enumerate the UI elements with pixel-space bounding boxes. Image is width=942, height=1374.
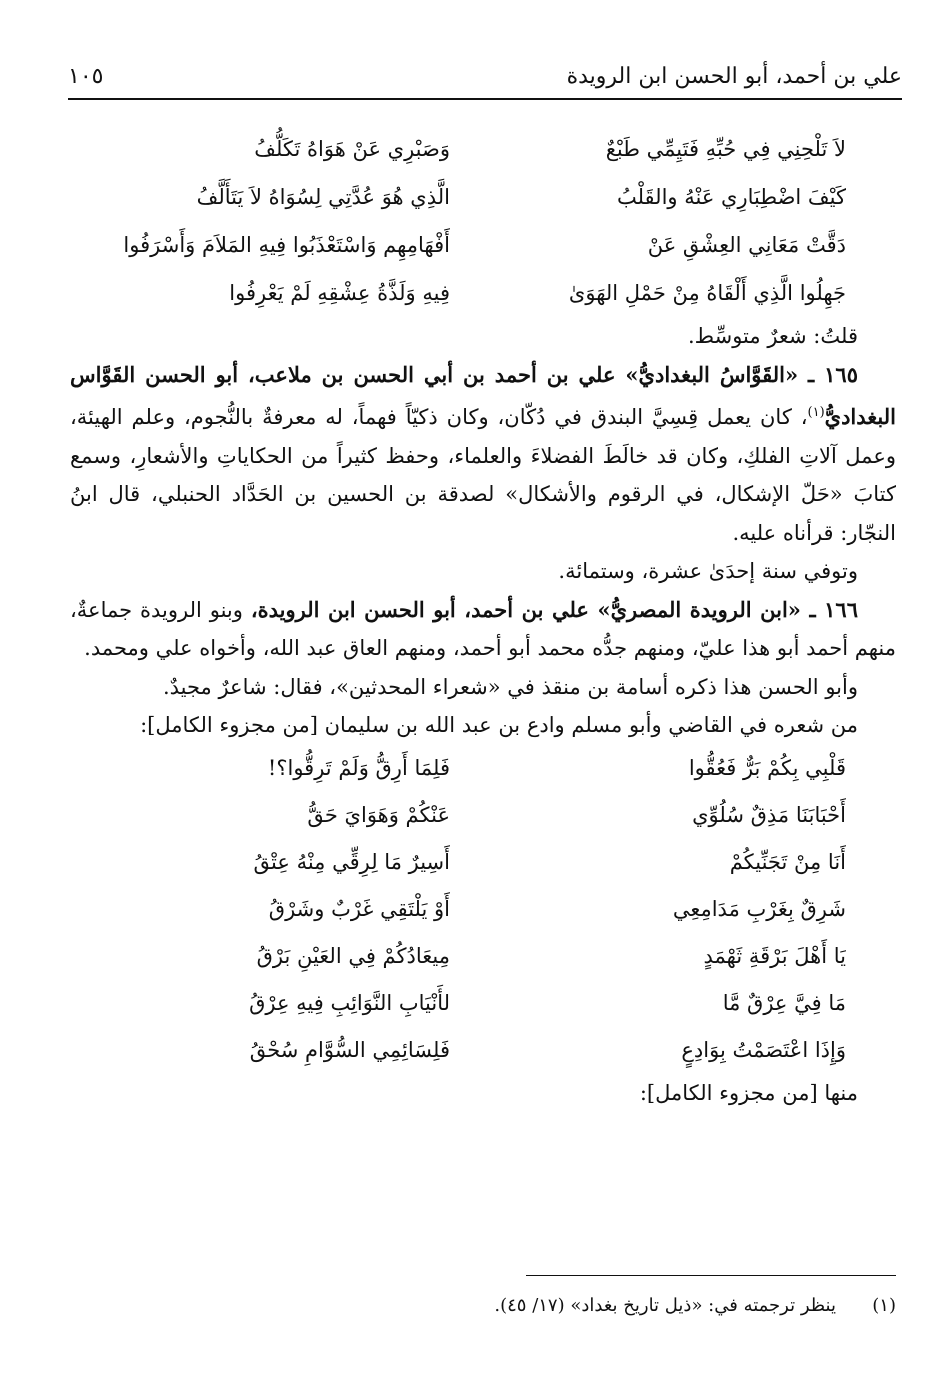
- first-hemistich: كَيْفَ اضْطِبَارِي عَنْهُ والقَلْبُ: [616, 185, 846, 209]
- entry-165: [70, 356, 896, 553]
- first-hemistich: وَإِذَا اعْتَصَمْتُ بِوَادِعٍ: [681, 1037, 846, 1062]
- header-rule: [68, 98, 902, 100]
- first-hemistich: أَنَا مِنْ تَجَنِّيكُمْ: [729, 849, 846, 874]
- first-hemistich: أَحْبَابَنَا مَذِقٌ سُلُوِّي: [692, 802, 846, 827]
- second-hemistich: فِيهِ وَلَذَّةُ عِشْقِهِ لَمْ يَعْرِفُوا: [229, 281, 450, 305]
- footnote-number: (١): [872, 1295, 896, 1316]
- second-hemistich: فَلِمَا أَرِقُّ وَلَمْ تَرِقُّوا؟!: [267, 755, 450, 780]
- second-hemistich: عَنْكُمْ وَهَوَايَ حَقُّ: [307, 802, 450, 827]
- second-hemistich: مِيعَادُكُمْ فِي العَيْنِ بَرْقُ: [256, 943, 450, 968]
- first-hemistich: لاَ تَلْحِنِي فِي حُبِّهِ فَتَيِمِّي طَبْعٌ: [605, 137, 846, 161]
- footnote: [70, 1292, 896, 1320]
- poem-1: [70, 125, 896, 317]
- first-hemistich: جَهِلُوا الَّذِي أَلْقَاهُ مِنْ حَمْلِ الهَوَىٰ: [568, 281, 846, 305]
- verse-line: [70, 886, 896, 933]
- first-hemistich: يَا أَهْلَ بَرْقَةِ ثَهْمَدٍ: [703, 943, 846, 968]
- first-hemistich: شَرِقٌ بِغَرْبِ مَدَامِعِي: [672, 896, 846, 921]
- poem-2: [70, 745, 896, 1074]
- verse-line: [70, 269, 896, 317]
- entry-166: [70, 591, 896, 668]
- second-hemistich: أَوْ يَلْتَقِي غَرْبٌ وشَرْقُ: [268, 896, 450, 921]
- verse-line: [70, 173, 896, 221]
- poem-3-intro: منها [من مجزوء الكامل]:: [639, 1080, 858, 1105]
- second-hemistich: أَفْهَامِهِم وَاسْتَعْذَبُوا فِيهِ المَلاَمَ وَأَسْرَفُوا: [123, 233, 450, 257]
- verse-line: [70, 933, 896, 980]
- second-hemistich: وَصَبْرِي عَنْ هَوَاهُ تَكَلُّفُ: [254, 137, 450, 161]
- footnote-rule: [526, 1275, 896, 1276]
- verse-line: [70, 792, 896, 839]
- entry-166-heading: ١٦٦ ـ «ابن الرويدة المصريُّ» علي بن أحمد، أبو الحسن ابن الرويدة،: [250, 596, 858, 622]
- running-header: [68, 56, 902, 96]
- first-hemistich: دَقَّتْ مَعَانِي العِشْقِ عَنْ: [647, 233, 846, 257]
- verse-line: [70, 980, 896, 1027]
- verse-line: [70, 745, 896, 792]
- entry-165-death: وتوفي سنة إحدَىٰ عشرة، وستمائة.: [558, 559, 858, 583]
- verse-line: [70, 839, 896, 886]
- entry-165-heading: ١٦٥ ـ «القَوَّاسُ البغداديُّ» علي بن أحمد بن أبي الحسن بن ملاعب، أبو الحسن القَوَّاس البغداديُّ: [70, 361, 896, 429]
- running-title: علي بن أحمد، أبو الحسن ابن الرويدة: [566, 63, 902, 89]
- author-note: قلتُ: شعرٌ متوسِّط.: [688, 324, 858, 348]
- first-hemistich: مَا فِيَّ عِرْقٌ مَّا: [722, 990, 846, 1015]
- second-hemistich: فَلِسَائِمِي السُّوَّامِ سُحْقُ: [249, 1037, 450, 1062]
- entry-166-usama: وأبو الحسن هذا ذكره أسامة بن منقذ في «شعراء المحدثين»، فقال: شاعرٌ مجيدٌ.: [162, 674, 858, 699]
- verse-line: [70, 1027, 896, 1074]
- entry-166-text: وبنو الرويدة جماعةٌ، منهم أحمد أبو هذا عليّ، ومنهم جدُّه محمد أبو أحمد، ومنهم العاق عبد الله، وأخواه علي ومحمد.: [70, 597, 896, 660]
- second-hemistich: الَّذِي هُوَ عُدَّتِي لِسُوَاهُ لاَ يَتَأَلَّفُ: [196, 185, 450, 209]
- page-number: ١٠٥: [68, 63, 104, 89]
- footnote-marker: (١): [807, 405, 825, 420]
- second-hemistich: أَسِيرٌ مَا لِرِقِّي مِنْهُ عِتْقُ: [253, 849, 450, 874]
- verse-line: [70, 125, 896, 173]
- first-hemistich: قَلْبِي بِكُمْ بَرٌّ فَعُقُّوا: [688, 755, 846, 780]
- page-body: [70, 125, 896, 1112]
- entry-165-text: ، كان يعمل قِسِيَّ البندق في دُكّان، وكان ذكيّاً فهماً، له معرفةٌ بالنُّجوم، وعلم الهيئة، وعمل آلاتِ الفلكِ، وكان قد خالَطَ الفضلاءَ والعلماء، وحفظ كثيراً من الحكاياتِ والأشعارِ، وسمع كتابَ «حَلّ الإشكال، في الرقوم والأشكال» لصدقة بن الحسين بن الحَدَّاد الحنبلي، قال ابنُ النجّار: قرأناه عليه.: [70, 405, 896, 545]
- poem-2-intro: من شعره في القاضي وأبو مسلم وادع بن عبد الله بن سليمان [من مجزوء الكامل]:: [140, 713, 858, 737]
- footnote-text: ينظر ترجمته في: «ذيل تاريخ بغداد» (١٧/ ٤٥).: [494, 1295, 836, 1316]
- second-hemistich: لأَنْيَابِ النَّوَائِبِ فِيهِ عِرْقُ: [249, 990, 450, 1015]
- verse-line: [70, 221, 896, 269]
